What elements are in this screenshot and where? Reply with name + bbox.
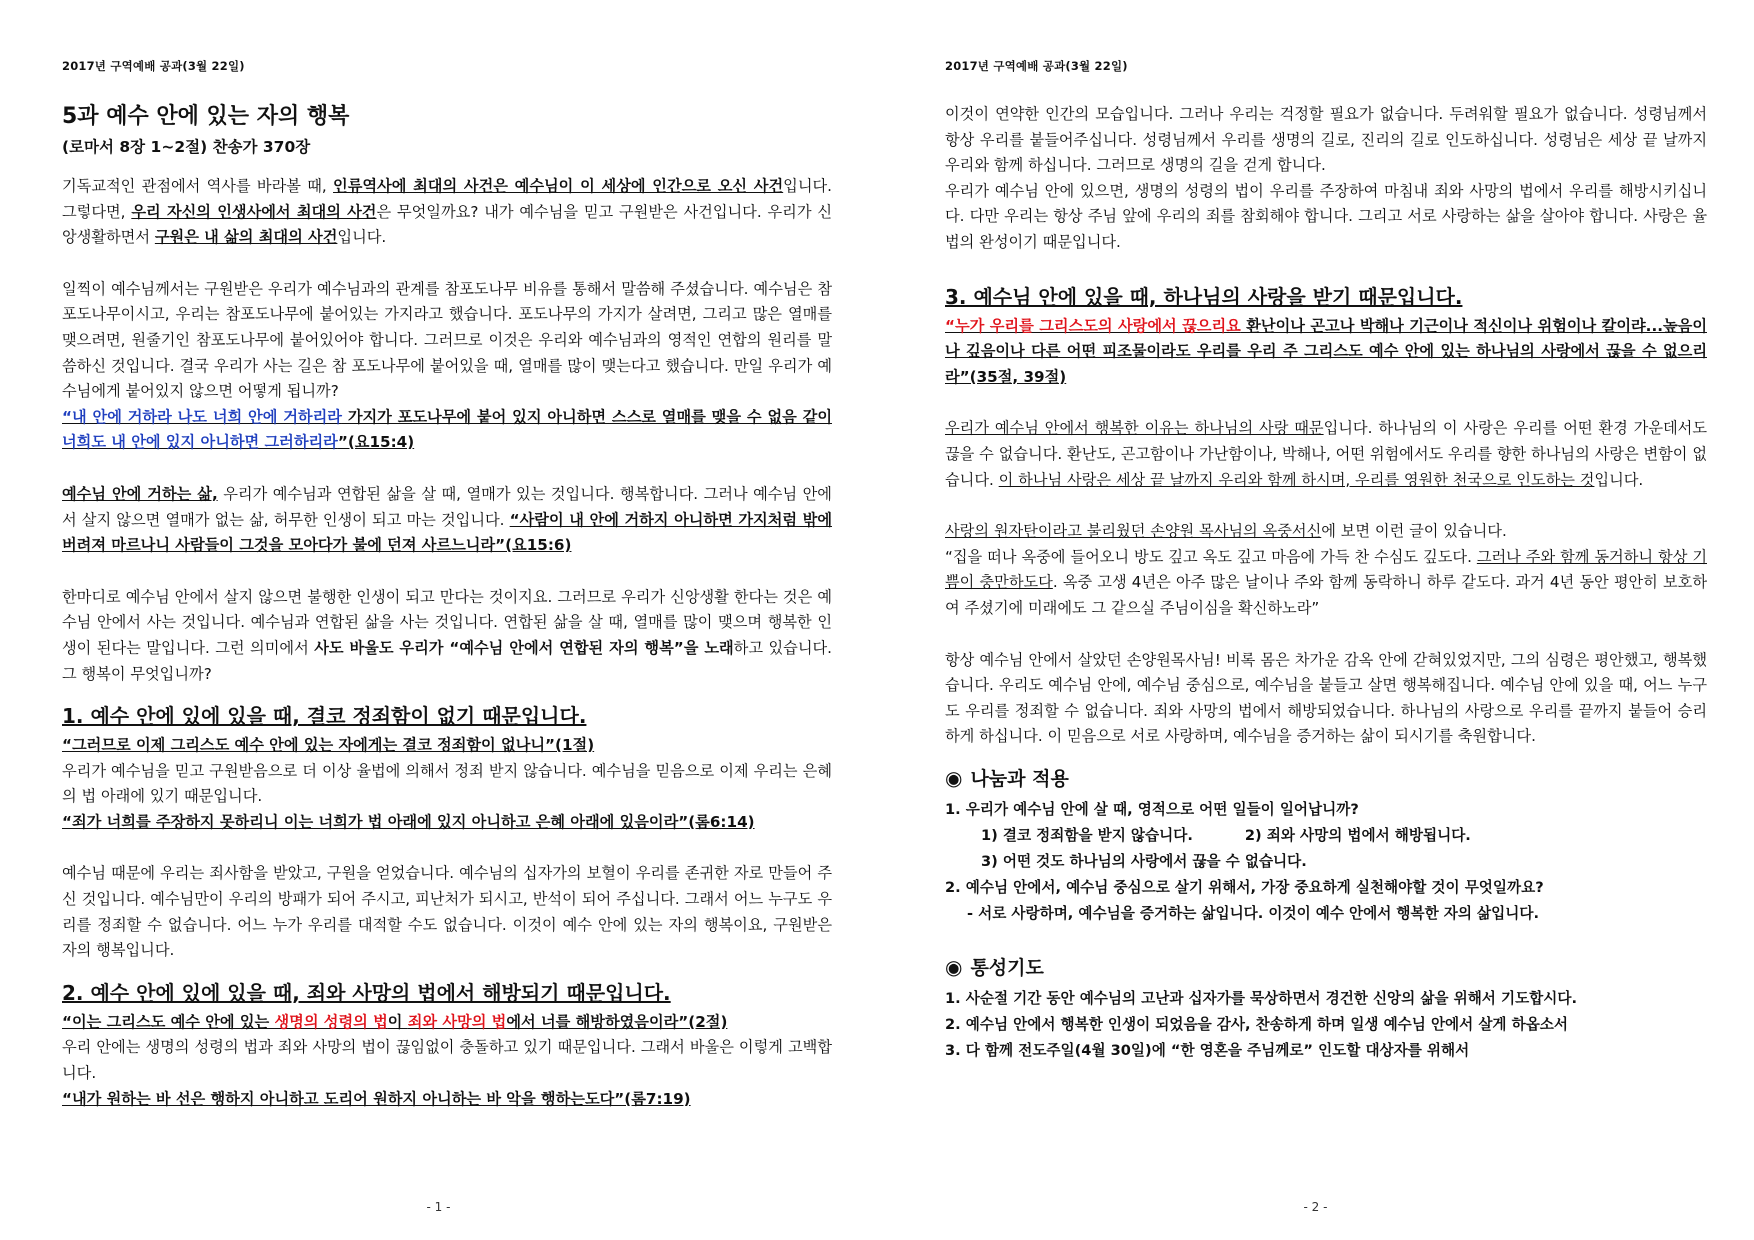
paragraph-3: 예수님 안에 거하는 삶, 우리가 예수님과 연합된 삶을 살 때, 열매가 있는 것입니다. 행복합니다. 그러나 예수님 안에서 살지 않으면 열매가 없는 삶, 허무한 인생이 되고 마는 것입니다. “사람이 내 안에 거하지 아니하면 가지처럼 밖에 버려져 마르나니 사람들이 그것을 모아다가 불에 던져 사르느니라”(요15:6) bbox=[62, 484, 832, 555]
section-2-heading: 2. 예수 안에 있에 있을 때, 죄와 사망의 법에서 해방되기 때문입니다. bbox=[62, 980, 671, 1005]
sharing-answer-1c: 3) 어떤 것도 하나님의 사랑에서 끊을 수 없습니다. bbox=[981, 852, 1307, 870]
section-1-verse: “그러므로 이제 그리스도 예수 안에 있는 자에게는 결코 정죄함이 없나니”(1절) bbox=[62, 736, 595, 755]
page-header: 2017년 구역예배 공과(3월 22일) bbox=[945, 59, 1128, 73]
page-number: - 1 - bbox=[426, 1200, 451, 1214]
prayer-item-1: 1. 사순절 기간 동안 예수님의 고난과 십자가를 묵상하면서 경건한 신앙의 삶을 위해서 기도합시다. bbox=[945, 989, 1578, 1007]
prayer-item-2: 2. 예수님 안에서 행복한 인생이 되었음을 감사, 찬송하게 하며 일생 예수님 안에서 살게 하옵소서 bbox=[945, 1015, 1569, 1033]
sharing-answer-1: 1) 결코 정죄함을 받지 않습니다. 2) 죄와 사망의 법에서 해방됩니다. bbox=[981, 826, 1471, 844]
paragraph-1: 기독교적인 관점에서 역사를 바라볼 때, 인류역사에 최대의 사건은 예수님이 이 세상에 인간으로 오신 사건입니다. 그렇다면, 우리 자신의 인생사에서 최대의 사건은 무엇일까요? 내가 예수님을 믿고 구원받은 사건입니다. 우리가 신앙생활하면서 구원은 내 삶의 최대의 사건입니다. bbox=[62, 177, 832, 247]
section-2-verse: “이는 그리스도 예수 안에 있는 생명의 성령의 법이 죄와 사망의 법에서 너를 해방하였음이라”(2절) bbox=[62, 1012, 728, 1031]
sharing-answer-2: - 서로 사랑하며, 예수님을 증거하는 삶입니다. 이것이 예수 안에서 행복한 자의 삶입니다. bbox=[967, 904, 1539, 922]
paragraph-9: 사랑의 원자탄이라고 불리웠던 손양원 목사님의 옥중서신에 보면 이런 글이 있습니다. “집을 떠나 옥중에 들어오니 방도 깊고 옥도 깊고 마음에 가득 찬 수심도 깊도다. 그러나 주와 함께 동거하니 항상 기쁨이 충만하도다. 옥중 고생 4년은 아주 많은 날이나 주와 함께 동락하니 하루 같도다. 과거 4년 동안 평안히 보호하여 주셨기에 미래에도 그 같으실 주님이심을 확신하노라” bbox=[945, 522, 1707, 617]
paragraph-7: 우리가 예수님 안에 있으면, 생명의 성령의 법이 우리를 주장하여 마침내 죄와 사망의 법에서 우리를 해방시키십니다. 다만 우리는 항상 주님 앞에 우리의 죄를 참회해야 합니다. 그리고 서로 사랑하는 삶을 살아야 합니다. 사랑은 율법의 완성이기 때문입니다. bbox=[945, 181, 1707, 251]
paragraph-8: 우리가 예수님 안에서 행복한 이유는 하나님의 사랑 때문입니다. 하나님의 이 사랑은 우리를 어떤 환경 가운데서도 끊을 수 없습니다. 환난도, 곤고함이나 가난함이나, 박해나, 어떤 위험에서도 우리를 향한 하나님의 사랑은 변함이 없습니다. 이 하나님 사랑은 세상 끝 날까지 우리와 함께 하시며, 우리를 영원한 천국으로 인도하는 것입니다. bbox=[945, 419, 1708, 489]
lesson-subtitle: (로마서 8장 1~2절) 찬송가 370장 bbox=[62, 138, 311, 156]
target-bullet-icon: ◉ bbox=[945, 954, 963, 979]
paragraph-5: 예수님 때문에 우리는 죄사함을 받았고, 구원을 얻었습니다. 예수님의 십자가의 보혈이 우리를 존귀한 자로 만들어 주신 것입니다. 예수님만이 우리의 방패가 되어 주시고, 피난처가 되시고, 반석이 되어 주십니다. 그래서 어느 누구도 우리를 정죄할 수 없습니다. 어느 누가 우리를 대적할 수도 없습니다. 이것이 예수 안에 있는 자의 행복이요, 구원받은 자의 행복입니다. bbox=[62, 864, 832, 960]
page-2-body bbox=[945, 102, 1707, 1064]
section-1-text: 우리가 예수님을 믿고 구원받음으로 더 이상 율법에 의해서 정죄 받지 않습니다. 예수님을 믿음으로 이제 우리는 은혜의 법 아래에 있기 때문입니다. bbox=[62, 761, 832, 806]
sharing-heading: ◉ 나눔과 적용 bbox=[945, 765, 1069, 790]
paragraph-4: 한마디로 예수님 안에서 살지 않으면 불행한 인생이 되고 만다는 것이지요. 그러므로 우리가 신앙생활 한다는 것은 예수님 안에서 사는 것입니다. 예수님과 연합된 삶을 사는 것입니다. 연합된 삶을 살 때, 열매를 많이 맺으며 행복한 인생이 된다는 말입니다. 그런 의미에서 사도 바울도 우리가 “예수님 안에서 연합된 자의 행복”을 노래하고 있습니다. 그 행복이 무엇입니까? bbox=[62, 587, 832, 683]
page-1-body bbox=[62, 102, 832, 1112]
section-1-heading: 1. 예수 안에 있에 있을 때, 결코 정죄함이 없기 때문입니다. bbox=[62, 704, 587, 729]
prayer-heading: ◉ 통성기도 bbox=[945, 954, 1044, 979]
paragraph-6: 이것이 연약한 인간의 모습입니다. 그러나 우리는 걱정할 필요가 없습니다. 두려워할 필요가 없습니다. 성령님께서 항상 우리를 붙들어주십니다. 성령님께서 우리를 생명의 길로, 진리의 길로 인도하십니다. 성령님은 세상 끝 날까지 우리와 함께 하십니다. 그러므로 생명의 길을 걷게 합니다. bbox=[945, 105, 1707, 175]
verse-john-15-4: “내 안에 거하라 나도 너희 안에 거하리라 가지가 포도나무에 붙어 있지 아니하면 스스로 열매를 맺을 수 없음 같이 너희도 내 안에 있지 아니하면 그러하리라”(요15:4) bbox=[62, 407, 832, 452]
section-1-verse-2: “죄가 너희를 주장하지 못하리니 이는 너희가 법 아래에 있지 아니하고 은혜 아래에 있음이라”(롬6:14) bbox=[62, 812, 755, 831]
sharing-question-1: 1. 우리가 예수님 안에 살 때, 영적으로 어떤 일들이 일어납니까? bbox=[945, 800, 1359, 818]
paragraph-10: 항상 예수님 안에서 살았던 손양원목사님! 비록 몸은 차가운 감옥 안에 갇혀있었지만, 그의 심령은 평안했고, 행복했습니다. 우리도 예수님 안에, 예수님 중심으로, 예수님을 붙들고 살면 행복해집니다. 예수님 안에 있을 때, 어느 누구도 우리를 정죄할 수 없습니다. 죄와 사망의 법에서 해방되었습니다. 하나님의 사랑으로 우리를 끝까지 붙들어 승리하게 하십니다. 이 믿음으로 서로 사랑하며, 예수님을 증거하는 삶이 되시기를 축원합니다. bbox=[945, 650, 1707, 746]
section-3-heading: 3. 예수님 안에 있을 때, 하나님의 사랑을 받기 때문입니다. bbox=[945, 284, 1463, 309]
target-bullet-icon: ◉ bbox=[945, 765, 963, 790]
lesson-title: 5과 예수 안에 있는 자의 행복 bbox=[62, 104, 350, 129]
prayer-item-3: 3. 다 함께 전도주일(4월 30일)에 “한 영혼을 주님께로” 인도할 대상자를 위해서 bbox=[945, 1041, 1470, 1059]
paragraph-2: 일찍이 예수님께서는 구원받은 우리가 예수님과의 관계를 참포도나무 비유를 통해서 말씀해 주셨습니다. 예수님은 참 포도나무이시고, 우리는 참포도나무에 붙어있는 가지라고 했습니다. 포도나무의 가지가 살려면, 그리고 많은 열매를 맺으려면, 원줄기인 참포도나무에 붙어있어야 합니다. 그러므로 이것은 우리와 예수님과의 영적인 연합의 원리를 말씀하신 것입니다. 결국 우리가 사는 길은 참 포도나무에 붙어있을 때, 열매를 많이 맺는다고 했습니다. 만일 우리가 예수님에게 붙어있지 않으면 어떻게 됩니까? bbox=[62, 279, 832, 401]
page-2 bbox=[877, 0, 1754, 1240]
sharing-question-2: 2. 예수님 안에서, 예수님 중심으로 살기 위해서, 가장 중요하게 실천해야할 것이 무엇일까요? bbox=[945, 878, 1544, 896]
section-2-verse-2: “내가 원하는 바 선은 행하지 아니하고 도리어 원하지 아니하는 바 악을 행하는도다”(롬7:19) bbox=[62, 1089, 691, 1108]
section-3-verse: “누가 우리를 그리스도의 사랑에서 끊으리요 환난이나 곤고나 박해나 기근이나 적신이나 위험이나 칼이랴...높음이나 깊음이나 다른 어떤 피조물이라도 우리를 우리 주 그리스도 예수 안에 있는 하나님의 사랑에서 끊을 수 없으리라”(35절, 39절) bbox=[945, 316, 1707, 386]
section-2-text: 우리 안에는 생명의 성령의 법과 죄와 사망의 법이 끊임없이 충돌하고 있기 때문입니다. 그래서 바울은 이렇게 고백합니다. bbox=[62, 1038, 832, 1083]
page-number: - 2 - bbox=[1303, 1200, 1328, 1214]
page-header: 2017년 구역예배 공과(3월 22일) bbox=[62, 59, 245, 73]
